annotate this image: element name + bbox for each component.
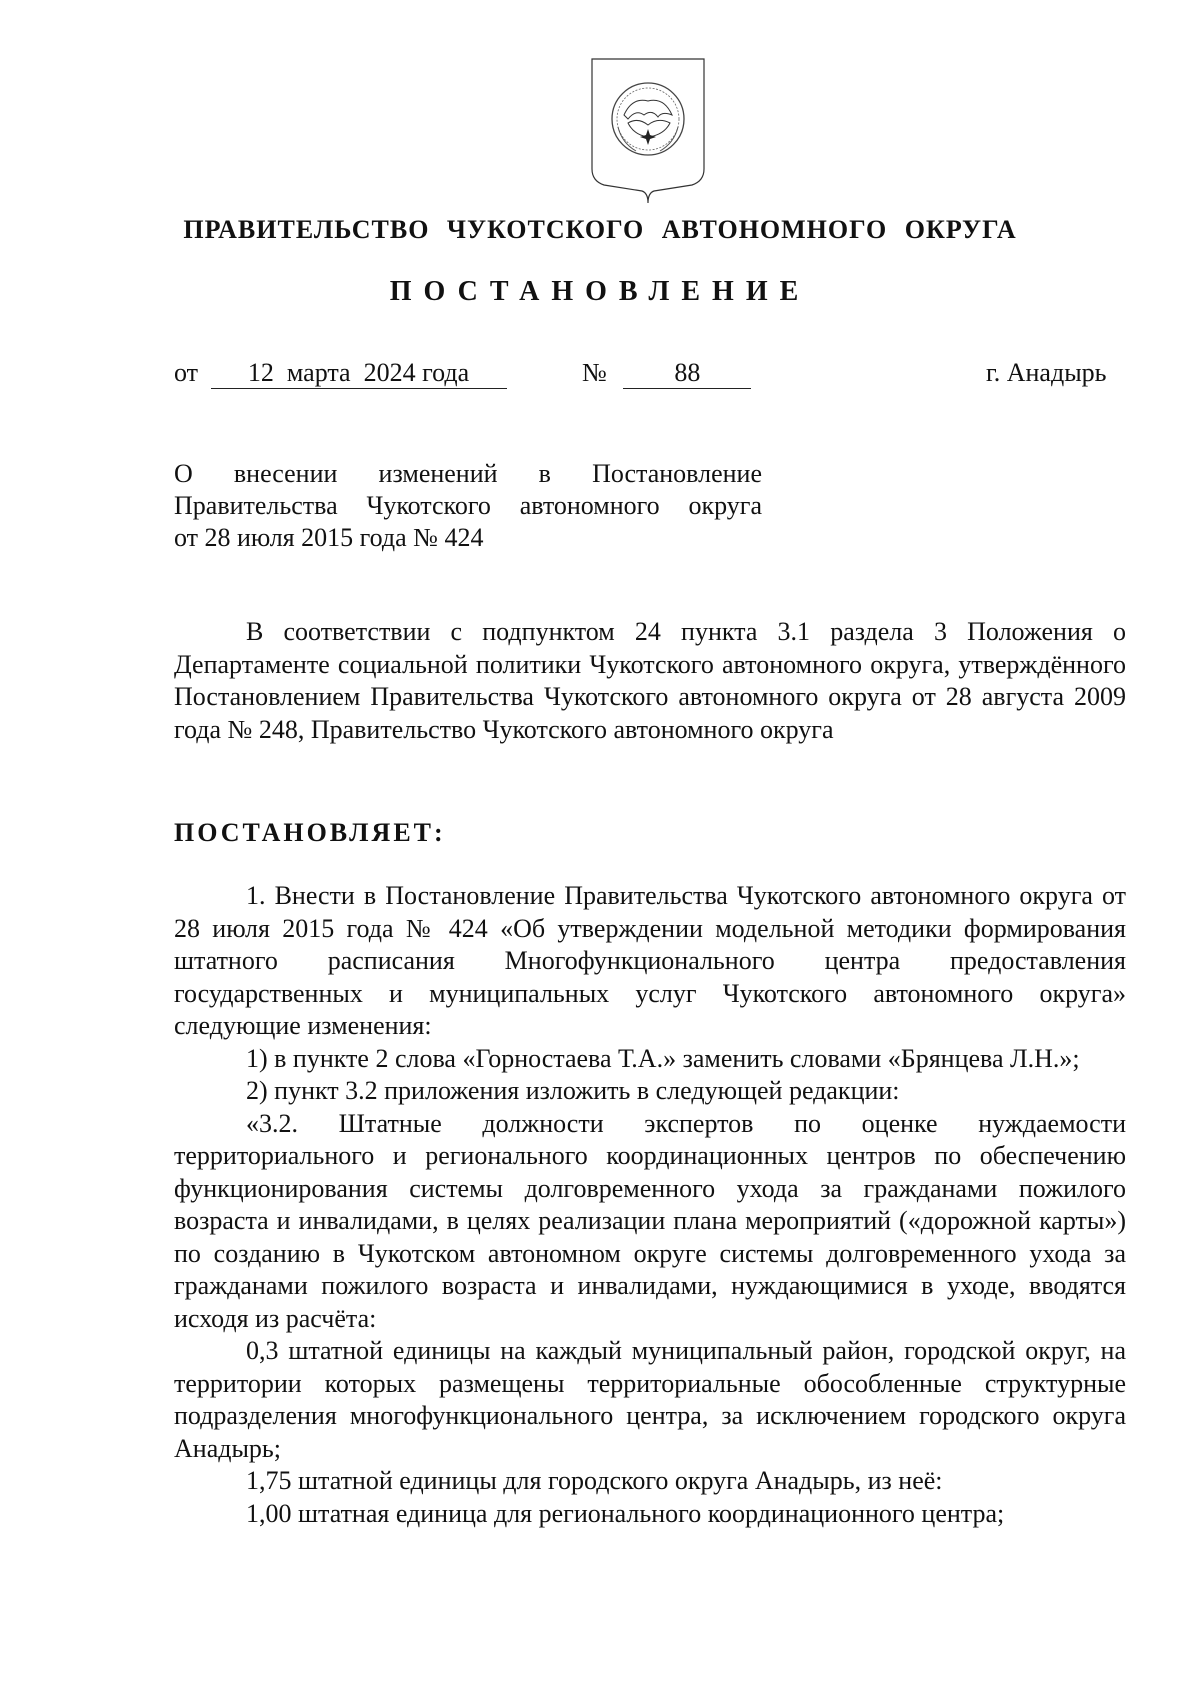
paragraph: «3.2. Штатные должности экспертов по оценке нуждаемости территориального и регионального координационных центров по обеспечению функционирования системы долговременного ухода за гражданами пожилого возраста и инвалидами, в целях реализации плана мероприятий («дорожной карты») по созданию в Чукотском автономном округе системы долговременного ухода за гражданами пожилого возраста и инвалидами, нуждающимися в уходе, вводятся исходя из расчёта: [174, 1108, 1126, 1333]
date-block [174, 358, 507, 389]
number-prefix: № [582, 358, 607, 387]
paragraph: 1. Внести в Постановление Правительства Чукотского автономного округа от 28 июля 2015 года № 424 «Об утверждении модельной методики формирования штатного расписания Многофункционального центра предоставления государственных и муниципальных услуг Чукотского автономного округа» следующие изменения: [174, 881, 1126, 1040]
document-subject [174, 458, 762, 554]
date-value: 12 марта 2024 года [211, 358, 507, 389]
document-type-title: ПОСТАНОВЛЕНИЕ [389, 276, 811, 307]
organization-name: ПРАВИТЕЛЬСТВО ЧУКОТСКОГО АВТОНОМНОГО ОКРУГА [183, 215, 1017, 244]
number-value: 88 [623, 358, 751, 389]
resolves-heading: ПОСТАНОВЛЯЕТ: [174, 818, 446, 847]
paragraph: 1,00 штатная единица для регионального координационного центра; [246, 1498, 1005, 1528]
number-block [582, 358, 751, 389]
subject-line: Правительства Чукотского автономного округа [174, 491, 762, 520]
subject-line: от 28 июля 2015 года № 424 [174, 523, 484, 552]
subject-line: О внесении изменений в Постановление [174, 459, 762, 488]
coat-of-arms-icon [588, 57, 708, 205]
city: г. Анадырь [986, 358, 1107, 387]
paragraph: 2) пункт 3.2 приложения изложить в следующей редакции: [246, 1076, 900, 1105]
preamble-text: В соответствии с подпунктом 24 пункта 3.1 раздела 3 Положения о Департаменте социальной политики Чукотского автономного округа, утверждённого Постановлением Правительства Чукотского автономного округа от 28 августа 2009 года № 248, Правительство Чукотского автономного округа [174, 617, 1126, 744]
paragraph: 1,75 штатной единицы для городского округа Анадырь, из неё: [246, 1466, 943, 1495]
paragraph: 0,3 штатной единицы на каждый муниципальный район, городской округ, на территории которых размещены территориальные обособленные структурные подразделения многофункционального центра, за исключением городского округа Анадырь; [174, 1336, 1126, 1463]
paragraph: 1) в пункте 2 слова «Горностаева Т.А.» заменить словами «Брянцева Л.Н.»; [246, 1043, 1080, 1073]
main-text [174, 880, 1126, 1530]
date-prefix: от [174, 358, 199, 387]
preamble [174, 616, 1126, 746]
